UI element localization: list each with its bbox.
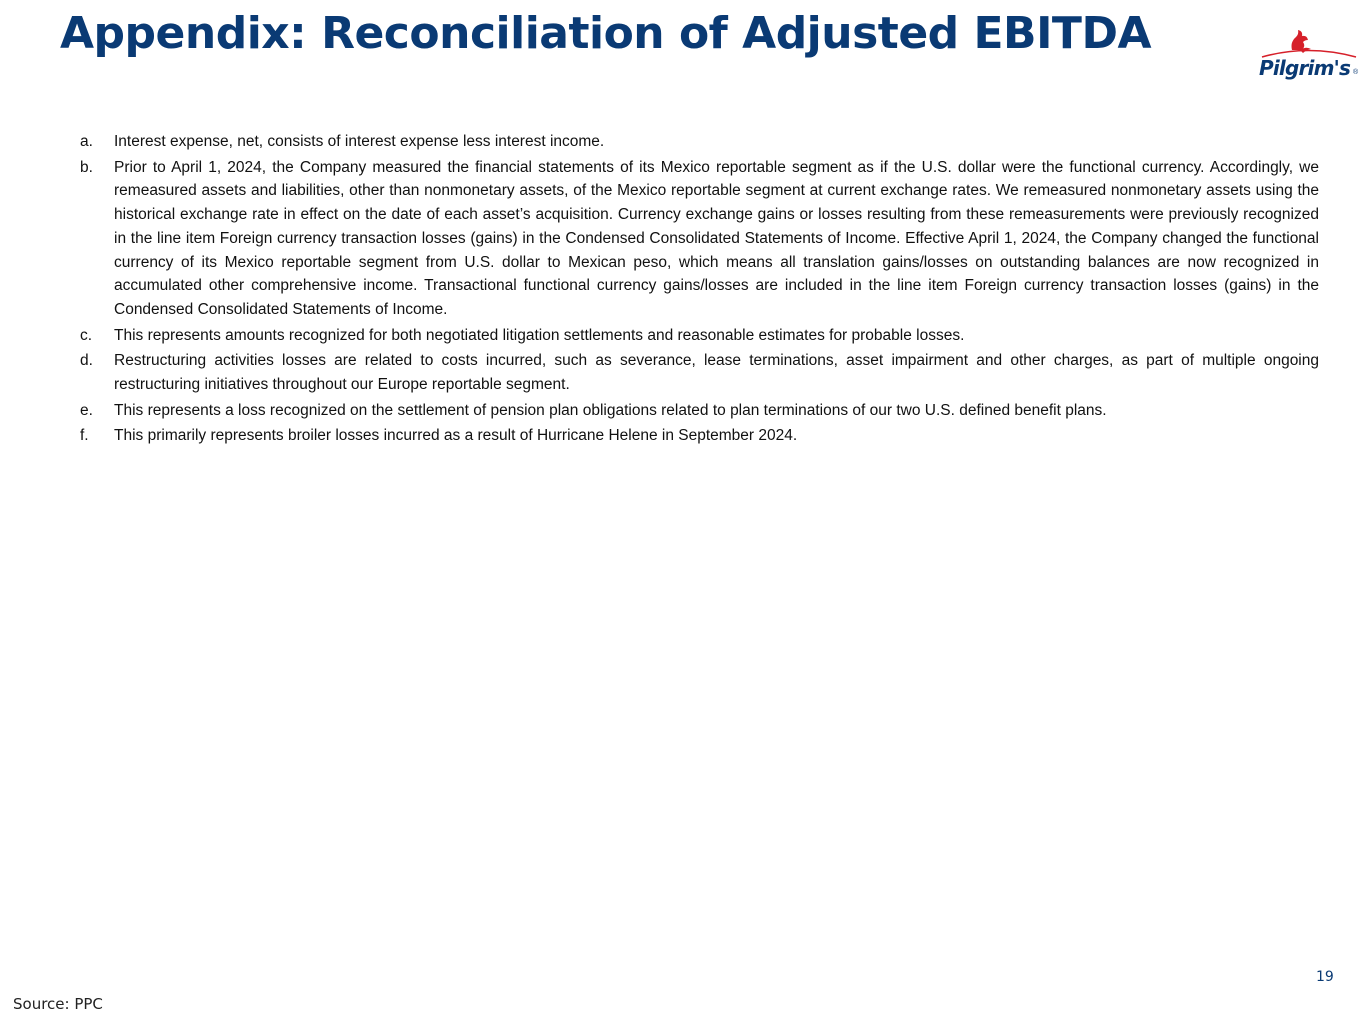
- footnote-text: Interest expense, net, consists of interest expense less interest income.: [114, 133, 605, 150]
- registered-mark: ®: [1353, 69, 1359, 76]
- footnote-e: [80, 399, 1319, 423]
- footnote-a: [80, 130, 1319, 154]
- footnotes-list: [80, 130, 1319, 450]
- footnote-d: [80, 349, 1319, 396]
- footnote-letter: f.: [80, 427, 89, 445]
- footnote-text: Prior to April 1, 2024, the Company measured the financial statements of its Mexico reportable segment as if the U.S. dollar were the functional currency. Accordingly, we remeasured assets and liabilities, other than nonmonetary assets, of the Mexico reportable segment at current exchange rates. We remeasured nonmonetary assets using the historical exchange rate in effect on the date of each asset’s acquisition. Currency exchange gains or losses resulting from these remeasurements were previously recognized in the line item Foreign currency transaction losses (gains) in the Condensed Consolidated Statements of Income. Effective April 1, 2024, the Company changed the functional currency of its Mexico reportable segment from U.S. dollar to Mexican peso, which means all translation gains/losses on outstanding balances are now recognized in accumulated other comprehensive income. Transactional functional currency gains/losses are included in the line item Foreign currency transaction losses (gains) in the Condensed Consolidated Statements of Income.: [114, 158, 1319, 318]
- footnote-text: This represents a loss recognized on the settlement of pension plan obligations related to plan terminations of our two U.S. defined benefit plans.: [114, 401, 1107, 419]
- footnote-letter: e.: [80, 401, 93, 419]
- source-note: Source: PPC: [13, 995, 103, 1013]
- footnote-text: This primarily represents broiler losses incurred as a result of Hurricane Helene in September 2024.: [114, 427, 798, 445]
- page-number: 19: [1316, 969, 1334, 985]
- footnote-text: Restructuring activities losses are related to costs incurred, such as severance, lease terminations, asset impairment and other charges, as part of multiple ongoing restructuring initiatives throughout our Europe reportable segment.: [114, 352, 1319, 394]
- pilgrims-logo: [1256, 26, 1362, 90]
- footnote-letter: c.: [80, 326, 93, 344]
- page-title: Appendix: Reconciliation of Adjusted EBITDA: [60, 8, 1152, 59]
- footnote-letter: b.: [80, 158, 93, 176]
- logo-wordmark: Pilgrim's: [1259, 56, 1351, 80]
- footnote-c: [80, 324, 1319, 348]
- footnote-b: [80, 156, 1319, 322]
- footnote-letter: a.: [80, 133, 93, 150]
- footnote-f: [80, 424, 1319, 448]
- footnote-text: This represents amounts recognized for both negotiated litigation settlements and reasonable estimates for probable losses.: [114, 326, 965, 344]
- footnote-letter: d.: [80, 352, 93, 370]
- rooster-icon: [1256, 26, 1362, 60]
